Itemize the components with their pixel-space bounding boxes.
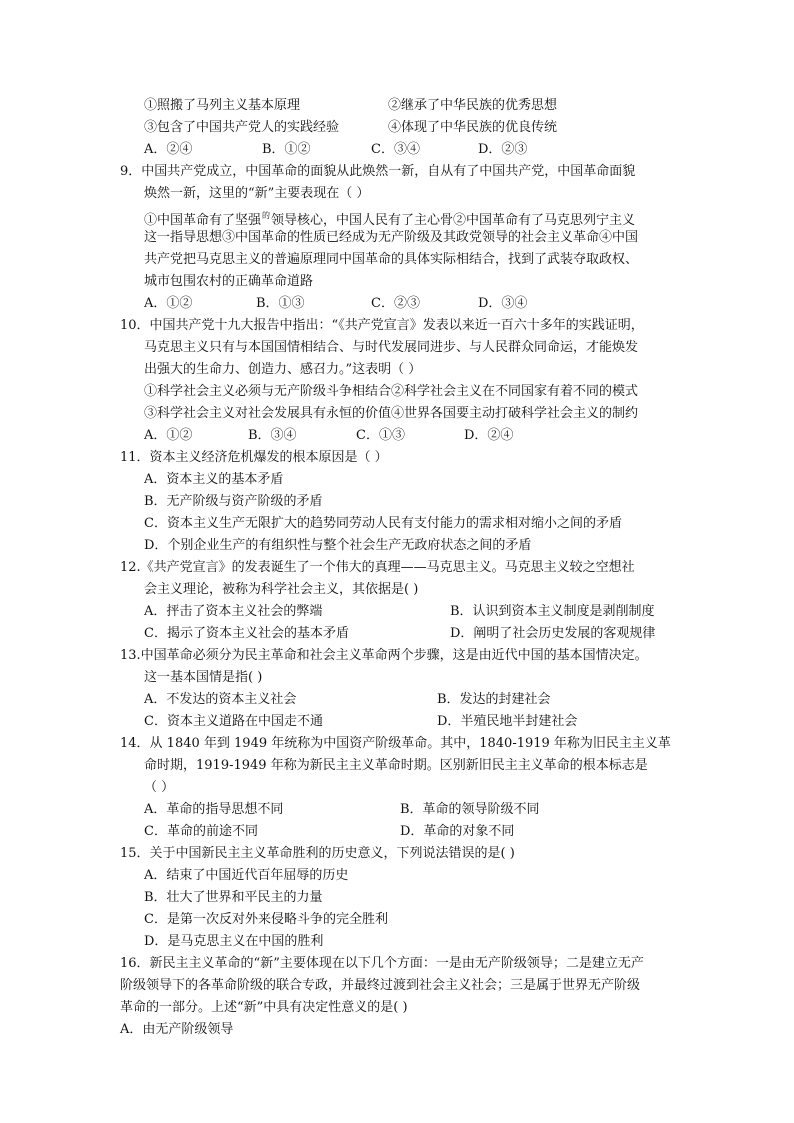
q14-option-a: A．革命的指导思想不同 <box>144 802 284 817</box>
q14-option-b: B．革命的领导阶级不同 <box>400 802 540 817</box>
q16-stem-line: 阶级领导下的各革命阶级的联合专政，并最终过渡到社会主义社会；三是属于世界无产阶级 <box>120 978 641 993</box>
option-c: C．③④ <box>371 142 420 157</box>
q14-stem-line: 14．从 1840 年到 1949 年统称为中国资产阶级革命。其中，1840-1919 年称为旧民主主义革 <box>120 736 671 751</box>
q9-statement-line: 共产党把马克思主义的普遍原理同中国革命的具体实际相结合，找到了武装夺取政权、 <box>144 252 639 267</box>
statement-3: ③包含了中国共产党人的实践经验 <box>144 120 340 135</box>
statement-4: ④体现了中华民族的优良传统 <box>388 120 558 135</box>
q13-option-b: B．发达的封建社会 <box>437 692 551 707</box>
q10-stem-line: 出强大的生命力、创造力、感召力。”这表明（ ） <box>144 362 422 377</box>
q11-option-b: B．无产阶级与资产阶级的矛盾 <box>144 494 323 509</box>
q12-option-b: B．认识到资本主义制度是剥削制度 <box>450 604 655 619</box>
q12-stem-line: 会主义理论，被称为科学社会主义，其依据是( ) <box>144 582 419 597</box>
q10-statement-line: ①科学社会主义必须与无产阶级斗争相结合②科学社会主义在不同国家有着不同的模式 <box>144 384 639 399</box>
q9-statement-line: 城市包围农村的正确革命道路 <box>144 274 314 289</box>
q9-statement-line: 这一指导思想③中国革命的性质已经成为无产阶级及其政党领导的社会主义革命④中国 <box>144 230 639 245</box>
q9-option-c: C．②③ <box>371 296 420 311</box>
q13-stem-line: 这一基本国情是指( ) <box>144 670 263 685</box>
statement-1: ①照搬了马列主义基本原理 <box>144 98 301 113</box>
q9-option-d: D．③④ <box>478 296 528 311</box>
q11-stem-line: 11．资本主义经济危机爆发的根本原因是（ ） <box>120 450 388 465</box>
q10-stem-line: 10．中国共产党十九大报告中指出：“《共产党宣言》发表以来近一百六十多年的实践证明， <box>120 318 644 333</box>
q13-stem-line: 13.中国革命必须分为民主革命和社会主义革命两个步骤，这是由近代中国的基本国情决定。 <box>120 648 648 663</box>
q10-stem-line: 马克思主义只有与本国国情相结合、与时代发展同进步、与人民群众同命运，才能焕发 <box>144 340 639 355</box>
q12-stem-line: 12.《共产党宣言》的发表诞生了一个伟大的真理——马克思主义。马克思主义较之空想社 <box>120 560 635 575</box>
q9-option-b: B．①③ <box>256 296 305 311</box>
q14-stem-line: 命时期，1919-1949 年称为新民主主义革命时期。区别新旧民主主义革命的根本标志是 <box>144 758 648 773</box>
q15-option-c: C．是第一次反对外来侵略斗争的完全胜利 <box>144 912 388 927</box>
q10-statement-line: ③科学社会主义对社会发展具有永恒的价值④世界各国要主动打破科学社会主义的制约 <box>144 406 639 421</box>
q10-option-a: A．①② <box>144 428 193 443</box>
q13-option-a: A．不发达的资本主义社会 <box>144 692 297 707</box>
q10-option-d: D．②④ <box>464 428 514 443</box>
statement-2: ②继承了中华民族的优秀思想 <box>388 98 558 113</box>
q9-stem-line: 焕然一新，这里的“新”主要表现在（ ） <box>144 186 370 201</box>
q13-option-c: C．资本主义道路在中国走不通 <box>144 714 323 729</box>
q15-option-b: B．壮大了世界和平民主的力量 <box>144 890 323 905</box>
q11-option-a: A．资本主义的基本矛盾 <box>144 472 284 487</box>
q9-stray-mark: 的 <box>262 211 271 220</box>
q15-option-a: A．结束了中国近代百年屈辱的历史 <box>144 868 349 883</box>
q9-statement-text: 领导核心，中国人民有了主心骨②中国革命有了马克思列宁主义 <box>271 213 636 228</box>
q14-option-c: C．革命的前途不同 <box>144 824 258 839</box>
q16-stem-line: 革命的一部分。上述“新”中具有决定性意义的是( ) <box>120 1000 408 1015</box>
q10-option-b: B．③④ <box>248 428 297 443</box>
q16-stem-line: 16．新民主主义革命的“新”主要体现在以下几个方面：一是由无产阶级领导；二是建立无产 <box>120 956 644 971</box>
q9-option-a: A．①② <box>144 296 193 311</box>
q16-option-a: A．由无产阶级领导 <box>120 1022 234 1037</box>
q14-option-d: D．革命的对象不同 <box>400 824 515 839</box>
q13-option-d: D．半殖民地半封建社会 <box>437 714 578 729</box>
q12-option-c: C．揭示了资本主义社会的基本矛盾 <box>144 626 349 641</box>
option-b: B．①② <box>262 142 311 157</box>
q12-option-d: D．阐明了社会历史发展的客观规律 <box>450 626 656 641</box>
option-d: D．②③ <box>478 142 528 157</box>
q15-stem-line: 15．关于中国新民主主义革命胜利的历史意义，下列说法错误的是( ) <box>120 846 515 861</box>
q14-stem-line: （ ） <box>144 780 175 795</box>
q15-option-d: D．是马克思主义在中国的胜利 <box>144 934 324 949</box>
q9-stem-line: 9．中国共产党成立，中国革命的面貌从此焕然一新，自从有了中国共产党，中国革命面貌 <box>120 164 636 179</box>
q12-option-a: A．抨击了资本主义社会的弊端 <box>144 604 323 619</box>
q11-option-d: D．个别企业生产的有组织性与整个社会生产无政府状态之间的矛盾 <box>144 538 532 553</box>
option-a: A．②④ <box>144 142 193 157</box>
q11-option-c: C．资本主义生产无限扩大的趋势同劳动人民有支付能力的需求相对缩小之间的矛盾 <box>144 516 622 531</box>
q10-option-c: C．①③ <box>356 428 405 443</box>
q9-statement-text: ①中国革命有了坚强 <box>144 213 262 228</box>
